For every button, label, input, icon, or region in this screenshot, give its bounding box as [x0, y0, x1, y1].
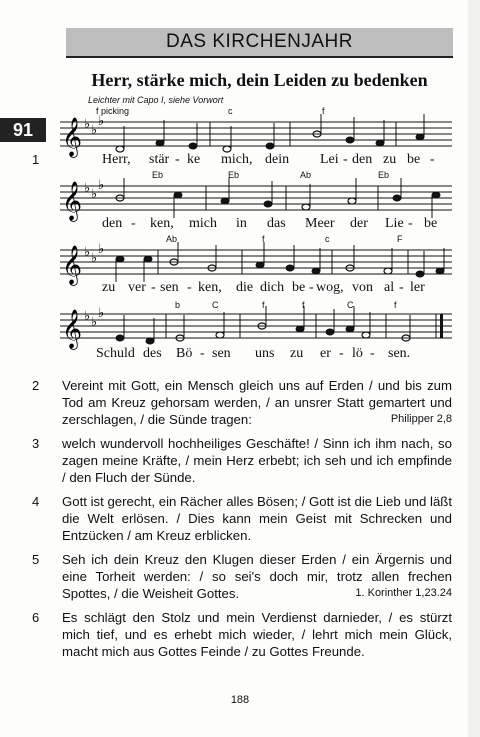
hymn-number: 91: [0, 118, 46, 142]
lyric: des: [143, 346, 162, 361]
lyric: -: [200, 346, 205, 361]
lyric: sen: [212, 346, 231, 361]
verse-number: 3: [32, 436, 40, 451]
lyric: Lie: [385, 216, 404, 231]
chord: f: [322, 106, 325, 116]
lyric: stär: [149, 152, 170, 167]
page-edge: [468, 0, 480, 737]
svg-text:♭: ♭: [98, 305, 105, 320]
lyric: al: [384, 280, 395, 295]
chord: Ab: [166, 234, 178, 244]
scripture-reference: Philipper 2,8: [390, 413, 452, 425]
chord: f: [302, 300, 305, 310]
lyric: uns: [255, 346, 275, 361]
verse-number: 5: [32, 552, 40, 567]
chord: c: [228, 106, 233, 116]
lyric: ken,: [150, 216, 174, 231]
lyric: -: [187, 280, 192, 295]
chord: f: [262, 300, 265, 310]
section-title: DAS KIRCHENJAHR: [166, 31, 353, 52]
lyric: Lei: [320, 152, 339, 167]
chord: Eb: [378, 170, 390, 180]
lyric: dich: [260, 280, 285, 295]
lyric: -: [175, 152, 180, 167]
chord: C: [212, 300, 219, 310]
lyric: be: [407, 152, 421, 167]
verse-text: Gott ist gerecht, ein Rächer alles Bösen; / Gott ist die Lieb und läßt die Welt erlösen. / Dies kann mein Geist mit Schrecken und Entzücken / am Kreuz erblicken.: [62, 494, 452, 543]
lyric: die: [236, 280, 254, 295]
svg-text:♭: ♭: [91, 186, 98, 201]
svg-text:♭: ♭: [98, 241, 105, 256]
svg-text:♭: ♭: [91, 250, 98, 265]
verse-text: Seh ich dein Kreuz den Klugen dieser Erden / ein Ärgernis und eine Torheit werden: / so sei's doch mir, trotz allen frechen Spottes, / die Weisheit Gottes. 1. Korinther 1,23.24: [62, 552, 452, 601]
lyric: -: [370, 346, 375, 361]
chord: Ab: [300, 170, 312, 180]
svg-text:♭: ♭: [84, 116, 91, 131]
lyric: -: [339, 346, 344, 361]
svg-text:♭: ♭: [84, 180, 91, 195]
lyric: -: [343, 152, 348, 167]
lyric: lö: [352, 346, 363, 361]
lyric: den: [102, 216, 123, 231]
svg-text:𝄞: 𝄞: [62, 245, 83, 285]
lyric: zu: [290, 346, 304, 361]
lyric: mich,: [221, 152, 253, 167]
verse-number: 6: [32, 610, 40, 625]
lyric: von: [352, 280, 373, 295]
lyric: ke: [187, 152, 201, 167]
lyric: ver: [128, 280, 146, 295]
lyric: ler: [410, 280, 425, 295]
lyric: be: [424, 216, 438, 231]
lyric: sen.: [388, 346, 411, 361]
chord: Eb: [228, 170, 240, 180]
hymn-title: Herr, stärke mich, dein Leiden zu bedenken: [91, 70, 428, 90]
lyric: dein: [265, 152, 290, 167]
lyric: -: [309, 280, 314, 295]
chord: f: [394, 300, 397, 310]
svg-text:𝄞: 𝄞: [62, 181, 83, 221]
lyric: -: [430, 152, 435, 167]
lyric: wog,: [316, 280, 344, 295]
verse-number-1: 1: [32, 152, 40, 167]
lyric: den: [352, 152, 373, 167]
chord: Eb: [152, 170, 164, 180]
lyric: zu: [383, 152, 397, 167]
lyric: zu: [102, 280, 116, 295]
lyric: -: [408, 216, 413, 231]
verse-number: 4: [32, 494, 40, 509]
chord: c: [325, 234, 330, 244]
lyric: ken,: [198, 280, 222, 295]
lyric: der: [350, 216, 368, 231]
lyric: mich: [189, 216, 217, 231]
lyric: Schuld: [96, 346, 135, 361]
lyric: sen: [160, 280, 179, 295]
lyric: -: [131, 216, 136, 231]
page-number: 188: [230, 694, 250, 706]
lyric: Meer: [305, 216, 335, 231]
svg-text:♭: ♭: [84, 308, 91, 323]
lyric: er: [320, 346, 331, 361]
lyric: be: [292, 280, 306, 295]
verse-number: 2: [32, 378, 40, 393]
svg-text:♭: ♭: [98, 113, 105, 128]
picking-chord: f picking: [96, 106, 130, 116]
chord: F: [397, 234, 403, 244]
chord: f: [262, 234, 265, 244]
lyric: Bö: [176, 346, 193, 361]
lyric: Herr,: [102, 152, 131, 167]
svg-text:𝄞: 𝄞: [62, 117, 83, 157]
lyric: in: [236, 216, 247, 231]
svg-text:♭: ♭: [84, 244, 91, 259]
chord: b: [175, 300, 181, 310]
svg-text:♭: ♭: [98, 177, 105, 192]
verse-text: Es schlägt den Stolz und mein Verdienst darnieder, / es stürzt mich tief, und es erhebt mich wieder, / lehrt mich mein Glück, macht mich aus Gottes Feinde / zu Gottes Freunde.: [62, 610, 452, 659]
tempo-instruction: Leichter mit Capo I, siehe Vorwort: [88, 95, 224, 105]
chord: C: [347, 300, 354, 310]
svg-text:♭: ♭: [91, 122, 98, 137]
lyric: das: [267, 216, 286, 231]
section-header: [66, 28, 453, 58]
verse-text: welch wundervoll hochheiliges Geschäfte! / Sinn ich ihm nach, so zagen meine Kräfte, / mein Herz erbebt; ich seh und ich empfinde / den Fluch der Sünde.: [62, 436, 452, 485]
lyric: -: [399, 280, 404, 295]
svg-text:𝄞: 𝄞: [62, 309, 83, 349]
lyric: -: [151, 280, 156, 295]
verse-text: Vereint mit Gott, ein Mensch gleich uns auf Erden / und bis zum Tod am Kreuz gehorsam werden, / an unsrer Statt gemartert und zerschlagen, / die Sünde tragen: Philipper 2,8: [62, 378, 452, 427]
svg-text:♭: ♭: [91, 314, 98, 329]
scripture-reference: 1. Korinther 1,23.24: [355, 587, 452, 599]
